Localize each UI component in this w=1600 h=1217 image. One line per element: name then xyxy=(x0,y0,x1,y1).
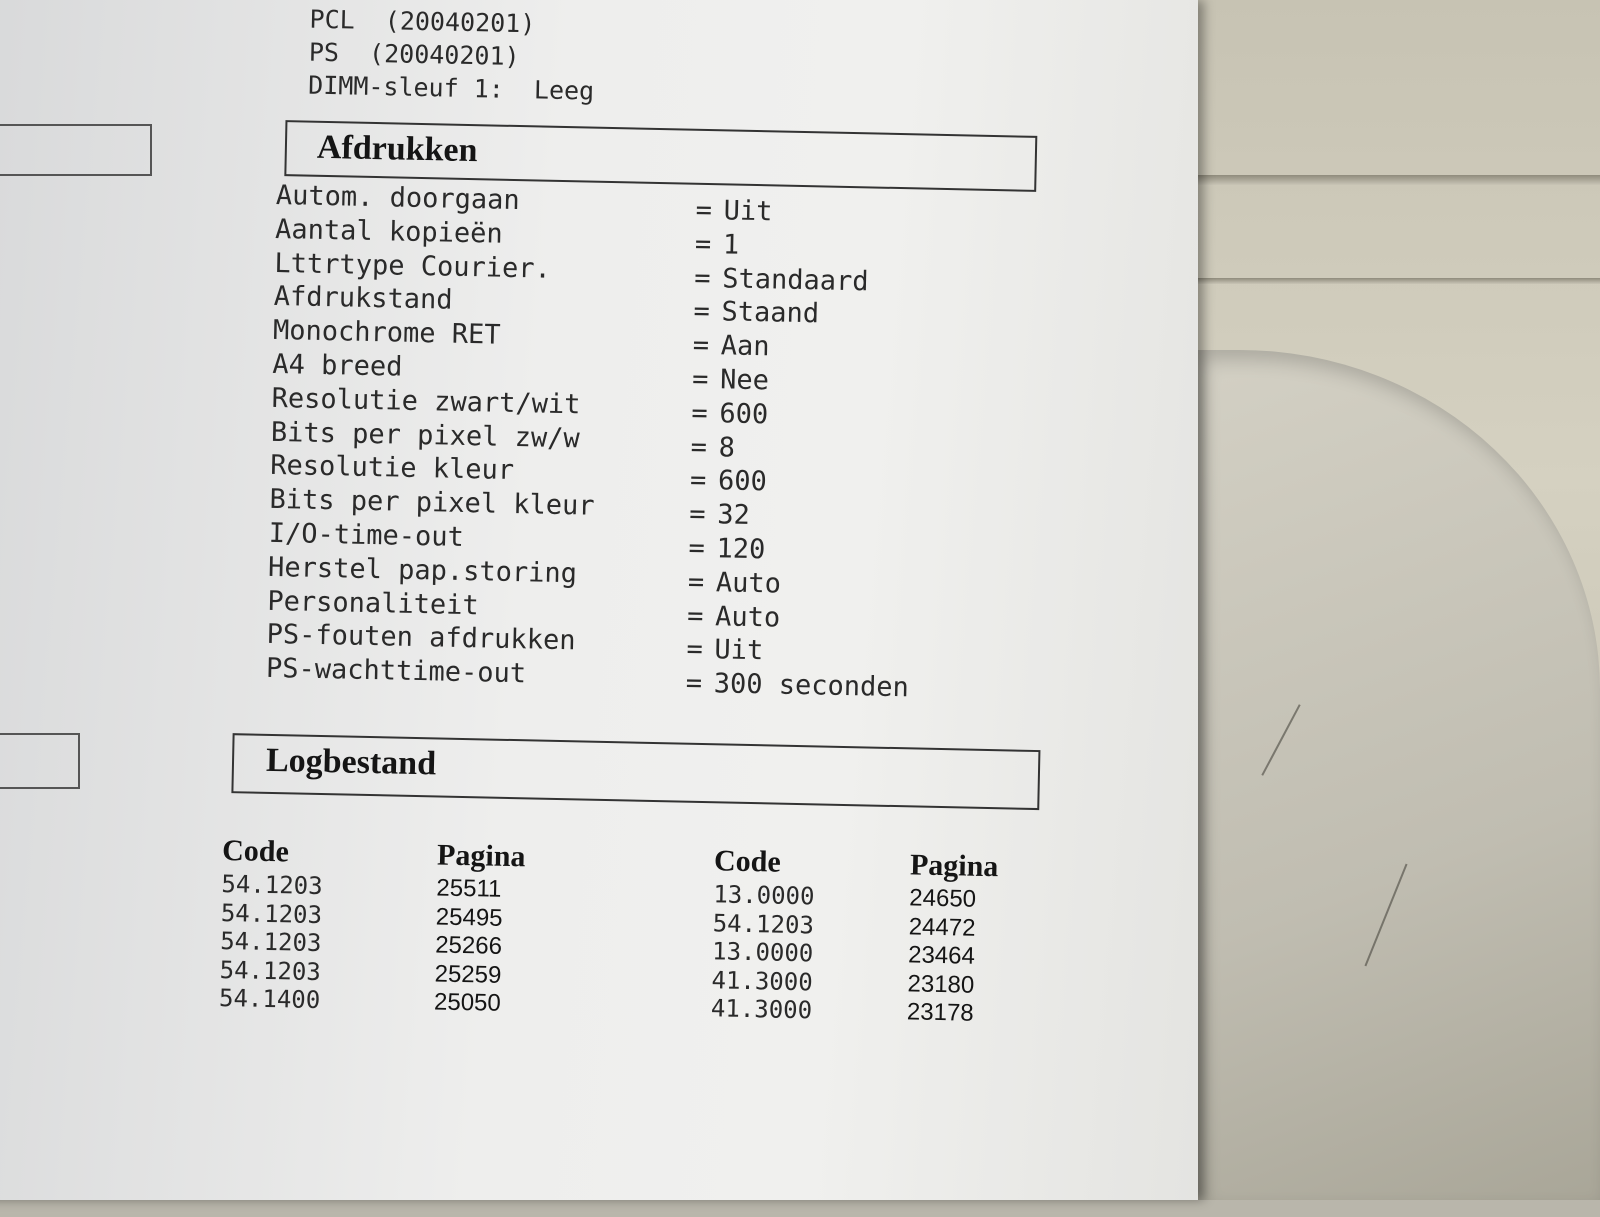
setting-value: 600 xyxy=(717,465,768,498)
setting-label: Afdrukstand xyxy=(273,281,453,317)
setting-value: Uit xyxy=(714,634,764,667)
equals-sign: = xyxy=(686,600,704,632)
equals-sign: = xyxy=(685,667,703,700)
log-code-column xyxy=(711,844,816,1025)
equals-sign: = xyxy=(688,532,706,564)
log-page-column xyxy=(434,838,526,1018)
setting-label: PS-fouten afdrukken xyxy=(266,619,576,657)
log-code-cell: 54.1400 xyxy=(218,983,321,1015)
setting-value: Auto xyxy=(715,567,782,600)
equals-sign: = xyxy=(693,262,711,294)
equals-sign: = xyxy=(687,566,705,598)
print-settings-list xyxy=(266,180,976,702)
log-cells xyxy=(907,884,998,1028)
setting-label: I/O-time-out xyxy=(268,517,465,553)
log-page-cell: 24472 xyxy=(908,912,976,942)
setting-value: Auto xyxy=(714,600,781,634)
dimm-slot-line: DIMM-sleuf 1: Leeg xyxy=(307,70,595,106)
printer-ridge xyxy=(1195,175,1600,185)
setting-value: 8 xyxy=(718,431,736,464)
log-code-header: Code xyxy=(713,844,782,879)
equals-sign: = xyxy=(688,498,706,531)
log-cells xyxy=(219,870,323,1015)
log-page-cell: 25259 xyxy=(434,959,502,989)
setting-value: Nee xyxy=(719,364,770,397)
log-page-header: Pagina xyxy=(436,838,526,874)
equals-sign: = xyxy=(686,634,704,666)
log-page-column xyxy=(907,848,999,1028)
setting-label: Aantal kopieën xyxy=(274,213,504,250)
firmware-line: PCL (20040201) xyxy=(309,4,536,39)
setting-label: Herstel pap.storing xyxy=(267,551,578,590)
log-page-cell: 23178 xyxy=(906,998,974,1027)
log-page-cell: 24650 xyxy=(909,884,977,913)
setting-value: 1 xyxy=(722,229,740,261)
log-code-cell: 13.0000 xyxy=(713,880,815,911)
log-page-cell: 25266 xyxy=(434,931,503,960)
printer-surface xyxy=(1195,0,1600,1200)
log-section-title: Logbestand xyxy=(265,741,437,783)
setting-label: PS-wachttime-out xyxy=(265,653,527,690)
log-page-cell: 23464 xyxy=(907,941,976,970)
log-code-cell: 54.1203 xyxy=(220,898,323,929)
section-box-fragment xyxy=(0,733,80,789)
log-code-cell: 41.3000 xyxy=(711,965,814,996)
log-code-cell: 41.3000 xyxy=(710,994,813,1025)
log-page-cell: 25511 xyxy=(436,874,502,903)
setting-label: Resolutie zwart/wit xyxy=(271,382,581,421)
equals-sign: = xyxy=(695,194,713,227)
equals-sign: = xyxy=(693,296,711,328)
setting-value: 600 xyxy=(719,398,769,431)
setting-value: 300 seconden xyxy=(713,668,910,704)
log-code-cell: 54.1203 xyxy=(219,926,322,958)
setting-value: Uit xyxy=(723,195,773,228)
setting-label: A4 breed xyxy=(272,348,403,383)
setting-label: Bits per pixel kleur xyxy=(269,484,595,522)
firmware-line: PS (20040201) xyxy=(308,37,520,72)
setting-value: 32 xyxy=(716,499,751,532)
equals-sign: = xyxy=(689,465,707,497)
equals-sign: = xyxy=(694,228,712,260)
log-cells xyxy=(434,874,525,1018)
log-page-header: Pagina xyxy=(909,848,999,884)
setting-label: Personaliteit xyxy=(267,585,480,621)
log-code-header: Code xyxy=(221,833,290,869)
log-table xyxy=(218,833,1023,1027)
equals-sign: = xyxy=(691,397,709,429)
setting-value: 120 xyxy=(716,533,766,566)
setting-label: Bits per pixel zw/w xyxy=(270,416,581,454)
equals-sign: = xyxy=(691,363,709,396)
log-page-cell: 23180 xyxy=(907,969,975,999)
setting-label: Resolutie kleur xyxy=(269,450,515,487)
section-box-fragment xyxy=(0,124,152,176)
log-code-cell: 54.1203 xyxy=(221,869,323,901)
setting-value: Staand xyxy=(721,296,820,330)
log-code-column xyxy=(219,834,324,1015)
log-code-cell: 54.1203 xyxy=(219,955,322,986)
log-cells xyxy=(711,880,815,1025)
log-code-cell: 13.0000 xyxy=(711,937,814,968)
log-code-cell: 54.1203 xyxy=(712,908,815,939)
setting-value: Aan xyxy=(720,330,770,363)
page-content xyxy=(218,0,1100,1217)
firmware-info xyxy=(308,3,596,108)
printer-ridge xyxy=(1195,278,1600,284)
equals-sign: = xyxy=(692,329,710,362)
setting-label: Monochrome RET xyxy=(272,315,501,351)
equals-sign: = xyxy=(690,431,708,463)
paper-tray-cutout xyxy=(1195,350,1600,1200)
print-section-title: Afdrukken xyxy=(316,128,478,170)
setting-label: Lttrtype Courier. xyxy=(274,247,552,285)
setting-label: Autom. doorgaan xyxy=(275,179,521,217)
log-page-cell: 25050 xyxy=(433,988,502,1017)
setting-value: Standaard xyxy=(721,262,869,297)
log-page-cell: 25495 xyxy=(435,902,503,932)
